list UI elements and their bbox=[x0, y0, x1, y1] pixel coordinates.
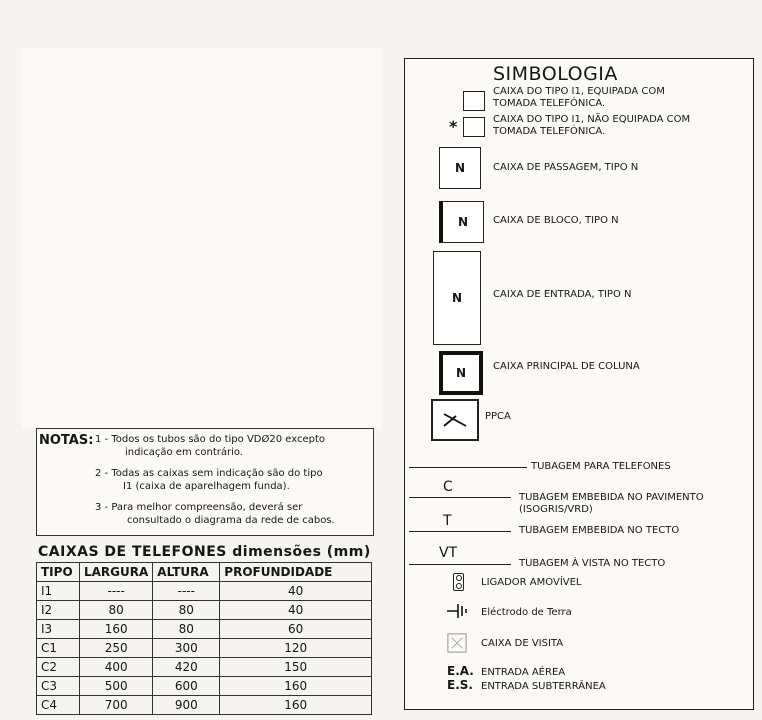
symbol-label: ENTRADA AÉREA bbox=[481, 667, 566, 678]
table-row bbox=[37, 639, 372, 658]
caixa-visita-icon bbox=[447, 633, 467, 653]
symbol-label: CAIXA DE VISITA bbox=[481, 638, 564, 649]
table-row bbox=[37, 601, 372, 620]
notes-box bbox=[36, 428, 374, 536]
ppca-symbol bbox=[431, 399, 479, 441]
table-cell: 120 bbox=[220, 639, 372, 658]
asterisk-icon: * bbox=[449, 117, 458, 136]
box-i1-equipped-symbol bbox=[463, 91, 485, 111]
box-passagem-symbol: N bbox=[439, 147, 481, 189]
table-cell: I1 bbox=[37, 582, 80, 601]
box-principal-symbol: N bbox=[439, 351, 483, 395]
table-cell: 60 bbox=[220, 620, 372, 639]
symbol-label: TUBAGEM PARA TELEFONES bbox=[531, 461, 671, 472]
tubagem-tecto-line bbox=[409, 531, 511, 532]
symbol-label: ENTRADA SUBTERRÂNEA bbox=[481, 681, 606, 692]
symbol-label: CAIXA DE ENTRADA, TIPO N bbox=[493, 289, 632, 300]
ligador-icon bbox=[453, 573, 464, 591]
table-cell: C4 bbox=[37, 696, 80, 715]
line-letter: T bbox=[443, 513, 452, 529]
notes-title: NOTAS: bbox=[39, 433, 94, 448]
entrada-aerea-symbol: E.A. bbox=[447, 664, 474, 678]
table-cell: 160 bbox=[220, 677, 372, 696]
tubagem-pavimento-line bbox=[409, 497, 511, 498]
note-item: 2 - Todas as caixas sem indicação são do tipo I1 (caixa de aparelhagem funda). bbox=[95, 468, 323, 492]
table-cell: 40 bbox=[220, 582, 372, 601]
table-cell: I2 bbox=[37, 601, 80, 620]
phone-boxes-table-section bbox=[36, 540, 372, 715]
entrada-subterranea-symbol: E.S. bbox=[447, 678, 473, 692]
symbol-label: LIGADOR AMOVÍVEL bbox=[481, 577, 582, 588]
symbol-label: CAIXA DE PASSAGEM, TIPO N bbox=[493, 162, 639, 173]
symbol-label: Eléctrodo de Terra bbox=[481, 607, 572, 618]
table-cell: 600 bbox=[153, 677, 220, 696]
table-cell: 40 bbox=[220, 601, 372, 620]
symbology-title: SIMBOLOGIA bbox=[493, 63, 618, 85]
note-item: 3 - Para melhor compreensão, deverá ser consultado o diagrama da rede de cabos. bbox=[95, 502, 335, 526]
table-cell: 900 bbox=[153, 696, 220, 715]
note-item: 1 - Todos os tubos são do tipo VDØ20 excepto indicação em contrário. bbox=[95, 434, 326, 458]
symbol-label: TUBAGEM À VISTA NO TECTO bbox=[519, 558, 666, 569]
table-cell: 80 bbox=[153, 620, 220, 639]
box-i1-unequipped-symbol bbox=[463, 117, 485, 137]
tubagem-vista-line bbox=[409, 564, 511, 565]
table-row bbox=[37, 658, 372, 677]
symbol-label: PPCA bbox=[485, 411, 511, 422]
table-row bbox=[37, 620, 372, 639]
table-cell: I3 bbox=[37, 620, 80, 639]
tubagem-telefones-line bbox=[409, 467, 527, 468]
ppca-glyph-icon bbox=[440, 408, 470, 432]
blank-drawing-area bbox=[22, 48, 382, 428]
table-row bbox=[37, 582, 372, 601]
symbol-label: CAIXA DE BLOCO, TIPO N bbox=[493, 215, 619, 226]
table-cell: C1 bbox=[37, 639, 80, 658]
table-cell: 160 bbox=[220, 696, 372, 715]
symbol-label: TUBAGEM EMBEBIDA NO TECTO bbox=[519, 525, 680, 536]
box-entrada-symbol: N bbox=[433, 251, 481, 345]
column-header: TIPO bbox=[37, 563, 80, 582]
table-row bbox=[37, 696, 372, 715]
table-cell: 150 bbox=[220, 658, 372, 677]
line-letter: VT bbox=[439, 545, 458, 561]
table-cell: 160 bbox=[80, 620, 153, 639]
symbol-label: TUBAGEM EMBEBIDA NO PAVIMENTO (ISOGRIS/VRD) bbox=[519, 492, 704, 515]
symbol-label: CAIXA PRINCIPAL DE COLUNA bbox=[493, 361, 640, 372]
table-header-row bbox=[37, 563, 372, 582]
table-cell: 80 bbox=[80, 601, 153, 620]
table-cell: C2 bbox=[37, 658, 80, 677]
column-header: PROFUNDIDADE bbox=[220, 563, 372, 582]
table-title: CAIXAS DE TELEFONES dimensões (mm) bbox=[38, 544, 371, 560]
box-bloco-symbol: N bbox=[439, 201, 484, 243]
column-header: LARGURA bbox=[80, 563, 153, 582]
phone-boxes-table bbox=[36, 562, 372, 715]
symbol-label: CAIXA DO TIPO I1, NÃO EQUIPADA COM TOMADA TELEFÓNICA. bbox=[493, 114, 691, 137]
table-cell: 250 bbox=[80, 639, 153, 658]
line-letter: C bbox=[443, 479, 453, 495]
symbol-label: CAIXA DO TIPO I1, EQUIPADA COM TOMADA TELEFÓNICA. bbox=[493, 86, 665, 109]
earth-electrode-icon bbox=[447, 601, 473, 621]
table-cell: 700 bbox=[80, 696, 153, 715]
table-row bbox=[37, 677, 372, 696]
table-cell: 420 bbox=[153, 658, 220, 677]
table-cell: C3 bbox=[37, 677, 80, 696]
table-cell: 80 bbox=[153, 601, 220, 620]
table-cell: ---- bbox=[80, 582, 153, 601]
symbology-panel bbox=[404, 58, 754, 710]
table-cell: 500 bbox=[80, 677, 153, 696]
column-header: ALTURA bbox=[153, 563, 220, 582]
table-cell: 400 bbox=[80, 658, 153, 677]
table-cell: 300 bbox=[153, 639, 220, 658]
table-cell: ---- bbox=[153, 582, 220, 601]
